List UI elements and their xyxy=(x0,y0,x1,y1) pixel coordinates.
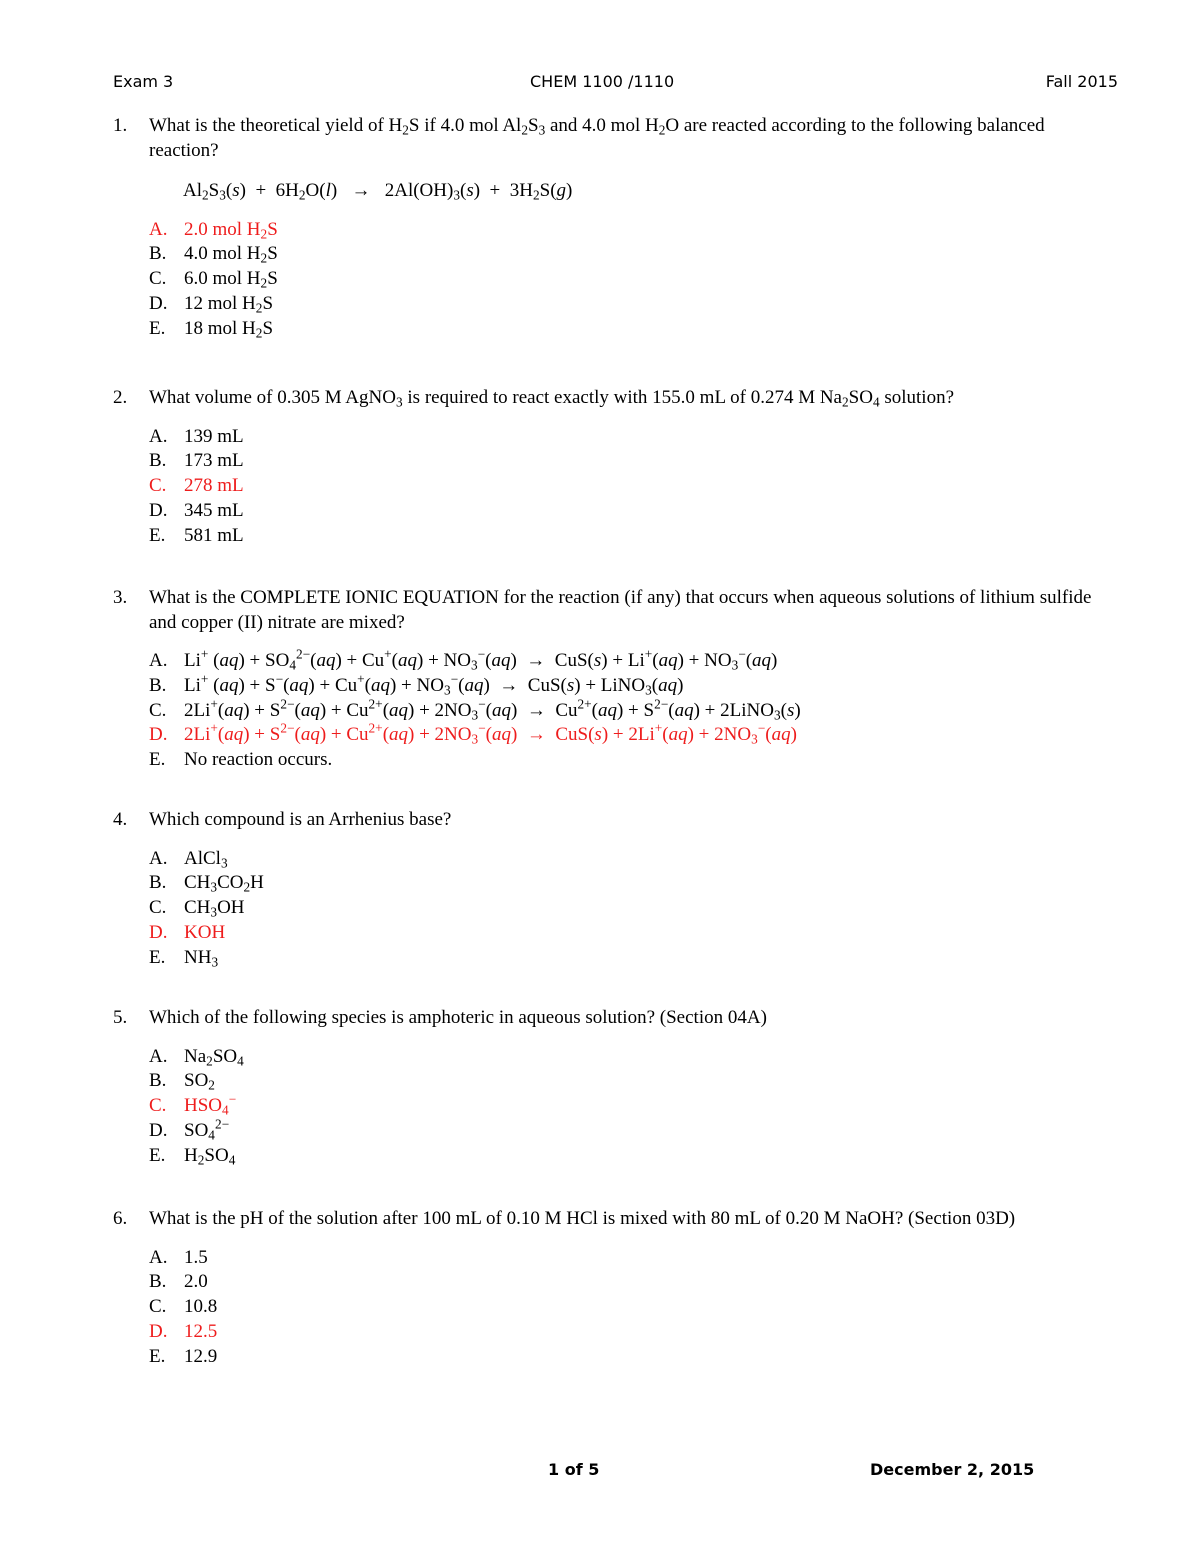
option-text: 12.9 xyxy=(184,1345,218,1367)
option-text: $Na_2SO_4$ xyxy=(184,1045,244,1068)
answer-option xyxy=(149,1295,1113,1320)
answer-option xyxy=(149,425,1113,450)
option-text: Li+ $(aq) + SO_4^{2-}(aq) + Cu^+(aq) + NO_3^-(aq) \to CuS(s) + Li^+(aq) + NO_3^-(aq)$ xyxy=(184,646,778,673)
option-letter: B. xyxy=(149,243,167,265)
option-text: $H_2SO_4$ xyxy=(184,1144,236,1167)
option-text: AlCl$_3$ xyxy=(184,847,228,870)
answer-option-correct xyxy=(149,1091,1113,1119)
option-text: 4.0 mol $H_2S$ xyxy=(184,243,278,266)
option-text: 139 mL xyxy=(184,425,244,447)
answer-option xyxy=(149,871,1113,896)
option-letter: E. xyxy=(149,1144,166,1166)
question-4 xyxy=(113,808,1113,970)
answer-option xyxy=(149,748,1113,773)
question-text: Which compound is an Arrhenius base? xyxy=(149,809,452,830)
answer-option xyxy=(149,242,1113,267)
option-text: 6.0 mol $H_2S$ xyxy=(184,268,278,291)
option-text: 2.0 xyxy=(184,1271,208,1293)
option-text: 18 mol $H_2S$ xyxy=(184,317,274,340)
option-text: 173 mL xyxy=(184,450,244,472)
header-exam-label: Exam 3 xyxy=(113,72,174,91)
option-letter: B. xyxy=(149,1271,167,1293)
answer-option xyxy=(149,499,1113,524)
option-letter: A. xyxy=(149,425,168,447)
option-text: Li+ $(aq) + S^-(aq) + Cu^+(aq) + NO_3^-(aq) \to CuS(s)$ + LiNO$_3$(aq) xyxy=(184,671,684,698)
question-1 xyxy=(113,114,1113,341)
answer-options xyxy=(149,218,1113,342)
option-letter: B. xyxy=(149,674,167,696)
question-5 xyxy=(113,1006,1113,1168)
balanced-equation: $Al_2S_3(s) + 6H_2O(l) \to 2Al(OH)_3(s) + 3H_2S(g)$ xyxy=(183,180,573,203)
question-number: 2. xyxy=(113,387,128,408)
answer-option xyxy=(149,1246,1113,1271)
option-letter: D. xyxy=(149,292,168,314)
answer-option xyxy=(149,524,1113,549)
option-text: $2Li^+(aq) + S^{2-}(aq) + Cu^{2+}(aq) + 2NO_3^-(aq) \to Cu^{2+}(aq) + S^{2-}(aq)$ + 2LiNO$_3$(s) xyxy=(184,696,801,722)
option-letter: D. xyxy=(149,921,168,943)
question-text: What is the COMPLETE IONIC EQUATION for the reaction (if any) that occurs when aqueous solutions of lithium sulfide and copper (II) nitrate are mixed? xyxy=(149,587,1092,633)
option-letter: D. xyxy=(149,499,168,521)
option-text: 10.8 xyxy=(184,1296,218,1318)
option-letter: B. xyxy=(149,872,167,894)
question-number: 3. xyxy=(113,587,128,608)
answer-options xyxy=(149,646,1113,773)
option-letter: C. xyxy=(149,1095,167,1117)
answer-option xyxy=(149,946,1113,971)
option-letter: C. xyxy=(149,1296,167,1318)
option-text: $SO_4^{2-}$ xyxy=(184,1116,230,1143)
answer-option xyxy=(149,1045,1113,1070)
option-text: $2Li^+(aq) + S^{2-}(aq) + Cu^{2+}(aq) + 2NO_3^-(aq) \to CuS(s) + 2Li^+(aq) + 2NO_3^-(aq)$ xyxy=(184,721,797,747)
answer-option xyxy=(149,1069,1113,1094)
answer-option-correct xyxy=(149,723,1113,748)
answer-option xyxy=(149,1144,1113,1169)
answer-option-correct xyxy=(149,921,1113,946)
option-text: 278 mL xyxy=(184,475,244,497)
option-text: No reaction occurs. xyxy=(184,749,333,771)
question-6 xyxy=(113,1207,1113,1369)
option-text: $HSO_4^-$ xyxy=(184,1091,237,1118)
option-letter: C. xyxy=(149,268,167,290)
answer-option-correct xyxy=(149,1320,1113,1345)
option-text: 1.5 xyxy=(184,1246,208,1268)
footer-page-number: 1 of 5 xyxy=(548,1460,600,1479)
answer-option xyxy=(149,671,1113,699)
option-letter: C. xyxy=(149,699,167,721)
option-text: $CH_3CO_2H$ xyxy=(184,872,264,895)
question-text: Which of the following species is amphoteric in aqueous solution? (Section 04A) xyxy=(149,1007,767,1028)
answer-option xyxy=(149,847,1113,872)
option-text: $CH_3OH$ xyxy=(184,897,245,920)
option-text: $NH_3$ xyxy=(184,946,219,969)
option-letter: A. xyxy=(149,650,168,671)
question-2 xyxy=(113,386,1113,548)
option-letter: E. xyxy=(149,749,166,771)
option-letter: D. xyxy=(149,1320,168,1342)
answer-option xyxy=(149,317,1113,342)
option-text: 581 mL xyxy=(184,524,244,546)
option-letter: A. xyxy=(149,218,168,240)
option-letter: C. xyxy=(149,475,167,497)
answer-option xyxy=(149,1116,1113,1144)
footer-date: December 2, 2015 xyxy=(870,1460,1035,1479)
option-letter: B. xyxy=(149,450,167,472)
answer-option xyxy=(149,896,1113,921)
answer-option xyxy=(149,1270,1113,1295)
answer-option xyxy=(149,696,1113,724)
answer-options xyxy=(149,1246,1113,1370)
option-letter: A. xyxy=(149,1246,168,1268)
answer-option xyxy=(149,267,1113,292)
answer-options xyxy=(149,425,1113,549)
option-letter: E. xyxy=(149,1345,166,1367)
answer-options xyxy=(149,847,1113,971)
question-number: 1. xyxy=(113,115,128,136)
option-text: 2.0 mol $H_2S$ xyxy=(184,218,278,241)
answer-option xyxy=(149,292,1113,317)
question-number: 4. xyxy=(113,809,128,830)
option-letter: D. xyxy=(149,1119,168,1141)
header-term-label: Fall 2015 xyxy=(1045,72,1118,91)
option-letter: A. xyxy=(149,847,168,869)
question-3 xyxy=(113,586,1113,773)
option-letter: D. xyxy=(149,724,168,746)
option-letter: B. xyxy=(149,1070,167,1092)
option-letter: A. xyxy=(149,1045,168,1067)
option-text: $SO_2$ xyxy=(184,1070,215,1093)
question-text: What volume of 0.305 M AgNO$_3$ is required to react exactly with 155.0 mL of 0.274 M $Na_2SO_4$ solution? xyxy=(149,387,955,410)
answer-options xyxy=(149,1045,1113,1169)
answer-option xyxy=(149,646,1113,674)
option-letter: E. xyxy=(149,317,166,339)
question-text: What is the pH of the solution after 100 mL of 0.10 M HCl is mixed with 80 mL of 0.20 M NaOH? (Section 03D) xyxy=(149,1208,1016,1229)
option-text: 12.5 xyxy=(184,1320,218,1342)
question-number: 6. xyxy=(113,1208,128,1229)
question-text: What is the theoretical yield of $H_2S$ if 4.0 mol $Al_2S_3$ and 4.0 mol $H_2O$ are reacted according to the following balanced reaction? xyxy=(149,115,1045,161)
answer-option-correct xyxy=(149,218,1113,243)
option-text: 345 mL xyxy=(184,499,244,521)
option-letter: E. xyxy=(149,946,166,968)
question-number: 5. xyxy=(113,1007,128,1028)
answer-option-correct xyxy=(149,474,1113,499)
option-letter: E. xyxy=(149,524,166,546)
option-letter: C. xyxy=(149,897,167,919)
option-text: 12 mol $H_2S$ xyxy=(184,292,274,316)
header-course-label: CHEM 1100 /1110 xyxy=(530,72,675,91)
answer-option xyxy=(149,1345,1113,1370)
answer-option xyxy=(149,449,1113,474)
option-text: KOH xyxy=(184,921,226,943)
